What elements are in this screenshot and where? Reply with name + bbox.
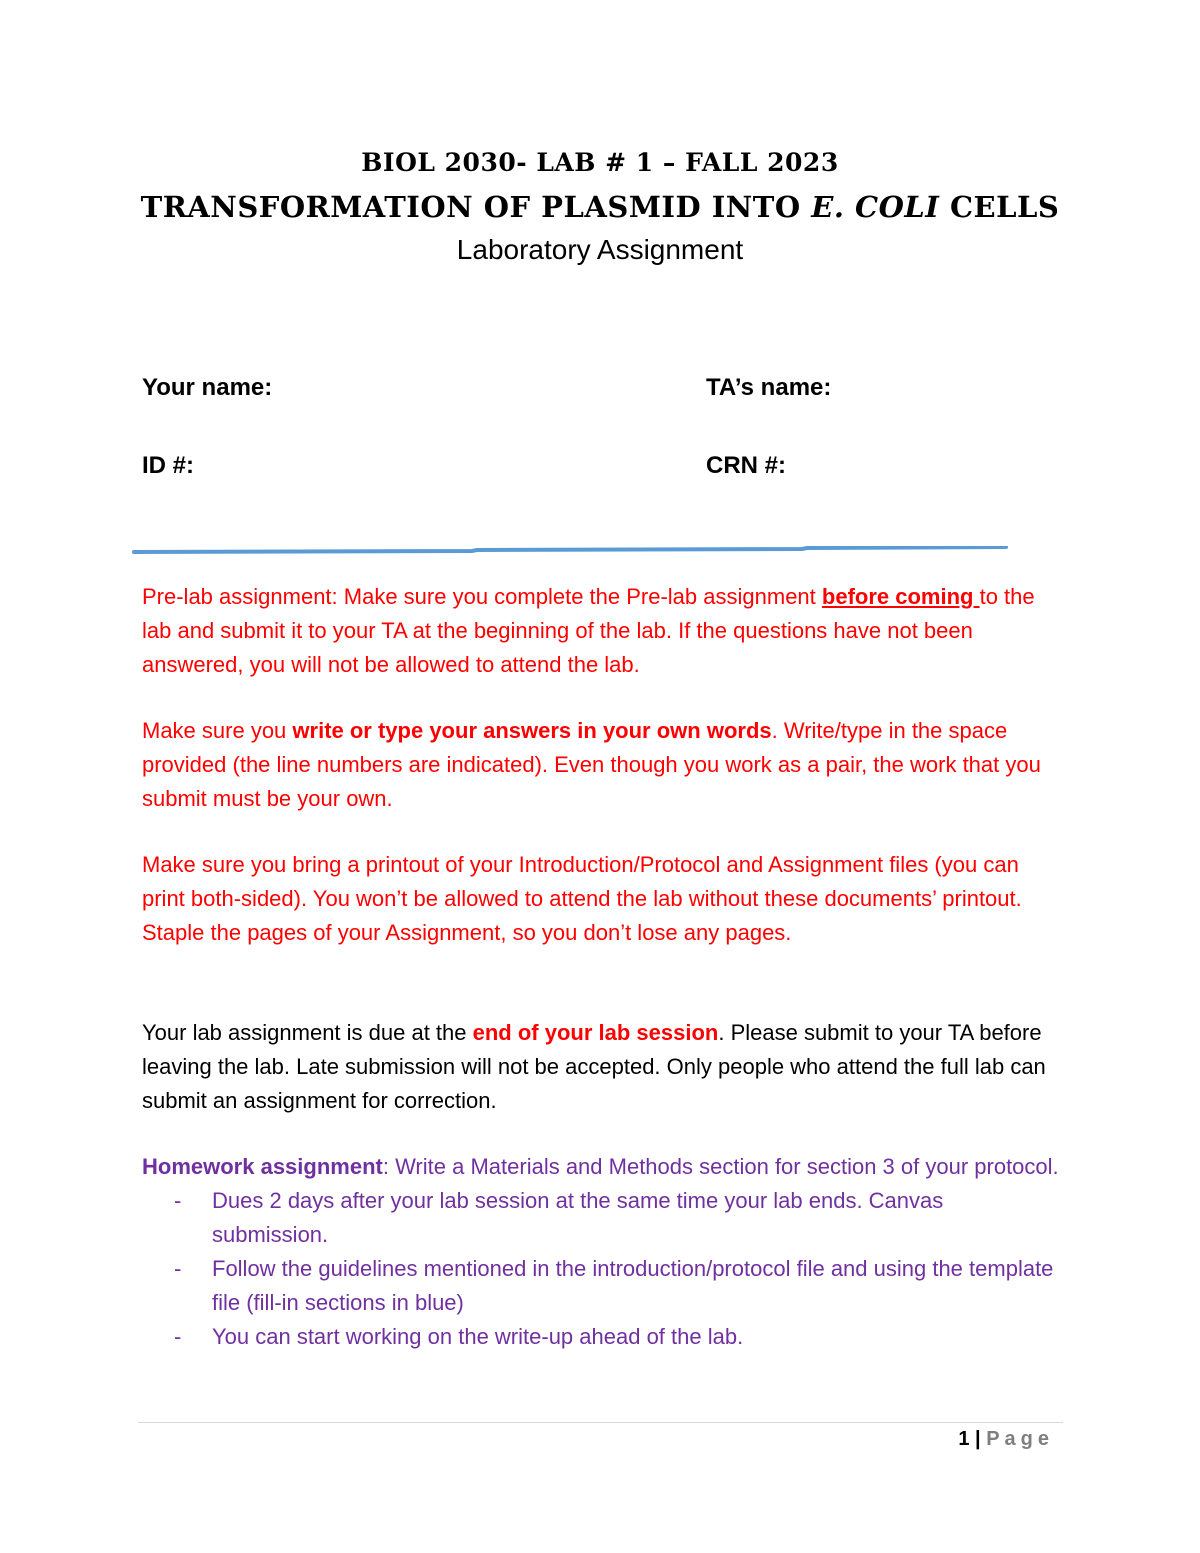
footer-divider bbox=[138, 1422, 1063, 1423]
page-number: 1 bbox=[958, 1428, 970, 1450]
footer-separator: | bbox=[975, 1428, 981, 1450]
prelab-paragraph bbox=[142, 580, 1062, 682]
prelab-underline: before coming bbox=[821, 584, 980, 609]
own-words-bold: write or type your answers in your own words bbox=[292, 718, 772, 743]
own-words-text-1: Make sure you bbox=[142, 718, 293, 743]
prelab-text-2: to the lab and submit it to your TA at the beginning of the lab. If the questions have not been answered, you will not be allowed to attend the lab. bbox=[142, 584, 1035, 677]
own-words-paragraph bbox=[142, 714, 1062, 816]
list-item: - You can start working on the write-up ahead of the lab. bbox=[142, 1320, 1062, 1354]
homework-label: Homework assignment bbox=[142, 1154, 383, 1179]
dash-bullet: - bbox=[174, 1188, 182, 1213]
title-part1: TRANSFORMATION OF PLASMID INTO bbox=[140, 190, 812, 224]
ta-name-field[interactable]: TA’s name: bbox=[706, 374, 832, 401]
due-text-2: . Please submit to your TA before leaving the lab. Late submission will not be accepted. Only people who attend the full lab can submit an assignment for correction. bbox=[142, 1020, 1046, 1113]
own-words-text-2: . Write/type in the space provided (the line numbers are indicated). Even though you work as a pair, the work that you submit must be your own. bbox=[142, 718, 1041, 811]
your-name-field[interactable]: Your name: bbox=[142, 374, 273, 401]
dash-bullet: - bbox=[174, 1256, 182, 1281]
page-label: Page bbox=[986, 1428, 1054, 1450]
title-italic: E. COLI bbox=[811, 190, 940, 224]
course-line: BIOL 2030- LAB # 1 – FALL 2023 bbox=[361, 148, 839, 177]
id-field[interactable]: ID #: bbox=[142, 452, 195, 479]
document-subtitle: Laboratory Assignment bbox=[456, 234, 744, 265]
list-item: - Follow the guidelines mentioned in the introduction/protocol file and using the template file (fill-in sections in blue) bbox=[142, 1252, 1062, 1320]
homework-intro bbox=[142, 1150, 1062, 1184]
page-footer bbox=[958, 1428, 1054, 1451]
due-paragraph bbox=[142, 1016, 1062, 1118]
prelab-text-1: Pre-lab assignment: Make sure you complete the Pre-lab assignment bbox=[142, 584, 822, 609]
homework-section bbox=[142, 1150, 1062, 1354]
divider-line bbox=[132, 546, 1008, 554]
printout-paragraph: Make sure you bring a printout of your Introduction/Protocol and Assignment files (you can print both-sided). You won’t be allowed to attend the lab without these documents’ printout. Staple the pages of your Assignment, so you don’t lose any pages. bbox=[142, 852, 1022, 945]
title-part2: CELLS bbox=[939, 190, 1060, 224]
list-item: - Dues 2 days after your lab session at the same time your lab ends. Canvas submission. bbox=[142, 1184, 1062, 1252]
dash-bullet: - bbox=[174, 1324, 182, 1349]
due-text-1: Your lab assignment is due at the bbox=[142, 1020, 473, 1045]
document-title bbox=[0, 190, 1200, 224]
homework-text: : Write a Materials and Methods section for section 3 of your protocol. bbox=[382, 1154, 1059, 1179]
homework-list bbox=[142, 1184, 1062, 1354]
due-bold: end of your lab session bbox=[472, 1020, 719, 1045]
crn-field[interactable]: CRN #: bbox=[706, 452, 787, 479]
